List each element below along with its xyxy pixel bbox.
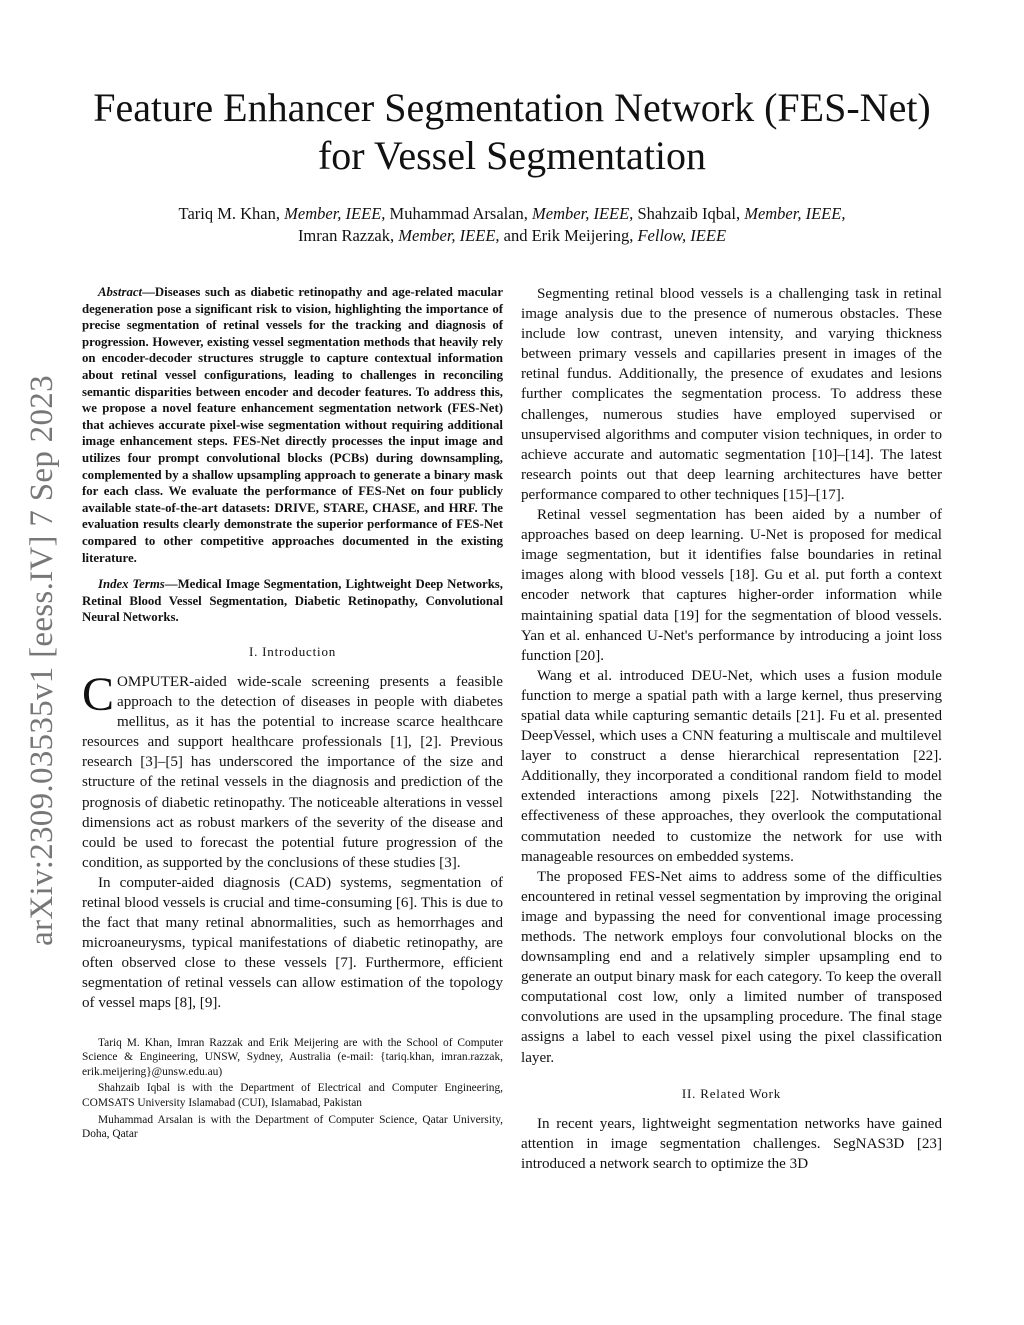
paragraph-text: OMPUTER-aided wide-scale screening presents a feasible approach to the detection of diseases in people with diabetes mellitus, as it has the potential to increase scarce healthcare resources and support healthcare professionals [1], [2]. Previous research [3]–[5] has underscored the importance of the size and structure of the retinal vessels in the diagnosis and prediction of the prognosis of diabetic retinopathy. The noticeable alterations in vessel dimensions act as robust markers of the severity of the disease and could be used to forecast the potential future progression of the condition, as supported by the conclusions of these studies [3]. xyxy=(82,673,503,871)
intro-paragraph-4: Retinal vessel segmentation has been aided by a number of approaches based on deep learning. U-Net is proposed for medical image segmentation, but it identifies false boundaries in retinal images along with blood vessels [18]. Gu et al. put forth a context encoder network that captures higher-order information while maintaining spatial data [19] for the segmentation of blood vessels. Yan et al. enhanced U-Net's performance by introducing a joint loss function [20]. xyxy=(521,507,942,664)
intro-paragraph-1 xyxy=(82,667,503,873)
author-affiliation: Member, IEEE, xyxy=(284,204,386,223)
section-heading-introduction: I. Introduction xyxy=(248,643,337,659)
index-terms-text: —Medical Image Segmentation, Lightweight Deep Networks, Retinal Blood Vessel Segmentation, Diabetic Retinopathy, Convolutional Neural Networks. xyxy=(82,577,503,625)
intro-paragraph-2: In computer-aided diagnosis (CAD) systems, segmentation of retinal blood vessels is crucial and time-consuming [6]. This is due to the fact that many retinal abnormalities, such as hemorrhages and microaneurysms, typical manifestations of diabetic retinopathy, are often observed close to these vessels [7]. Furthermore, efficient segmentation of retinal vessels can allow estimation of the topology of vessel maps [8], [9]. xyxy=(82,874,503,1012)
footnote: Muhammad Arsalan is with the Department of Computer Science, Qatar University, Doha, Qatar xyxy=(82,1113,503,1141)
author-affiliation: Fellow, IEEE xyxy=(637,226,727,245)
drop-cap: C xyxy=(82,667,115,721)
title-line-1: Feature Enhancer Segmentation Network (FES-Net) xyxy=(93,85,931,130)
author-affiliation: Member, IEEE, xyxy=(532,204,634,223)
author-name: Tariq M. Khan, xyxy=(178,204,281,223)
title-line-2: for Vessel Segmentation xyxy=(317,133,707,178)
abstract-label: Abstract xyxy=(98,285,143,299)
section-heading-related-work: II. Related Work xyxy=(681,1085,782,1101)
author-affiliation: Member, IEEE, xyxy=(398,226,500,245)
footnote: Shahzaib Iqbal is with the Department of Electrical and Computer Engineering, COMSATS University Islamabad (CUI), Islamabad, Pakistan xyxy=(82,1082,503,1109)
author-name: Shahzaib Iqbal, xyxy=(637,204,741,223)
author-name: Muhammad Arsalan, xyxy=(389,204,528,223)
author-list xyxy=(60,203,964,247)
abstract xyxy=(82,284,503,566)
intro-paragraph-6: The proposed FES-Net aims to address some of the difficulties encountered in retinal vessel segmentation by improving the original image and bypassing the need for conventional image processing methods. The network employs four convolutional blocks on the downsampling end and a relatively simpler upsampling end to generate an output binary mask for each category. To keep the overall computational cost low, only a limited number of transposed convolutions are used in the upsampling procedure. The final stage assigns a label to each vessel pixel using the pixel classification layer. xyxy=(521,868,942,1066)
related-work-paragraph-1: In recent years, lightweight segmentation networks have gained attention in image segmentation challenges. SegNAS3D [23] introduced a network search to optimize the 3D xyxy=(521,1115,942,1172)
arxiv-id: arXiv:2309.03535v1 [eess.IV] 7 Sep 2023 xyxy=(23,374,60,946)
footnote: Tariq M. Khan, Imran Razzak and Erik Meijering are with the School of Computer Science & Engineering, UNSW, Sydney, Australia (e-mail: {tariq.khan, imran.razzak, erik.meijering}@unsw.edu.au) xyxy=(82,1036,503,1078)
arxiv-sidebar-stamp xyxy=(12,360,72,960)
right-column xyxy=(521,284,942,1174)
author-name: and Erik Meijering, xyxy=(503,226,634,245)
intro-paragraph-3: Segmenting retinal blood vessels is a challenging task in retinal image analysis due to the presence of numerous obstacles. These include low contrast, uneven intensity, and varying thickness between primary vessels and capillaries present in images of the retinal fundus. Additionally, the presence of exudates and lesions further complicates the segmentation process. To address these challenges, numerous studies have employed supervised or unsupervised algorithms and computer vision techniques, in order to achieve accurate and automatic segmentation [10]–[14]. The latest research points out that deep learning architectures have better performance compared to other techniques [15]–[17]. xyxy=(521,286,942,503)
author-name: Imran Razzak, xyxy=(297,226,395,245)
abstract-text: —Diseases such as diabetic retinopathy and age-related macular degeneration pose a significant risk to vision, highlighting the importance of precise segmentation of retinal vessels for the tracking and diagnosis of progression. However, existing vessel segmentation methods that heavily rely on encoder-decoder structures struggle to capture contextual information about retinal vessel configurations, leading to challenges in reconciling semantic disparities between encoder and decoder features. To address this, we propose a novel feature enhancement segmentation network (FES-Net) that achieves accurate pixel-wise segmentation without requiring additional image enhancement steps. FES-Net directly processes the input image and utilizes four prompt convolutional blocks (PCBs) during downsampling, complemented by a shallow upsampling approach to generate a binary mask for each class. We evaluate the performance of FES-Net on four publicly available state-of-the-art datasets: DRIVE, STARE, CHASE, and HRF. The evaluation results clearly demonstrate the superior performance of FES-Net compared to other competitive approaches documented in the existing literature. xyxy=(82,285,503,565)
left-column xyxy=(82,284,503,1142)
author-affiliation: Member, IEEE, xyxy=(744,204,846,223)
index-terms-label: Index Terms xyxy=(98,577,165,592)
paper-title xyxy=(60,84,964,180)
intro-paragraph-5: Wang et al. introduced DEU-Net, which uses a fusion module function to merge a spatial path with a large kernel, thus preserving spatial data while capturing semantic details [21]. Fu et al. presented DeepVessel, which uses a CNN featuring a multiscale and multilevel layer to construct a dense hierarchical representation [22]. Additionally, they incorporated a conditional random field to model extended interactions among pixels [22]. Notwithstanding the effectiveness of these approaches, they overlook the computational commutation needed to customize the network for use with manageable resources on embedded systems. xyxy=(521,667,942,865)
index-terms xyxy=(82,576,503,626)
